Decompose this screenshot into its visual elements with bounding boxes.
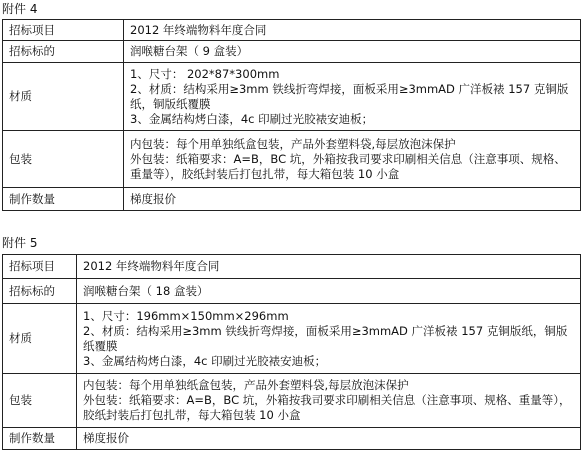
table-row-target <box>3 279 581 304</box>
label-material: 材质 <box>3 304 77 374</box>
value-line: 3、金属结构烤白漆，4c 印刷过光胶裱安迪板； <box>130 111 374 126</box>
value-target <box>124 41 581 63</box>
value-line: 润喉糖台架（ 18 盒装） <box>83 283 209 298</box>
attachment-5-table <box>2 254 581 450</box>
value-line: 1、尺寸：196mm×150mm×296mm <box>83 308 289 323</box>
value-line: 内包装：每个用单独纸盒包装，产品外套塑料袋,每层放泡沫保护 <box>83 378 409 392</box>
table-row-quantity <box>3 188 581 211</box>
value-line: 2、材质：结构采用≥3mm 铁线折弯焊接，面板采用≥3mmAD 广洋板裱 157 克铜版纸，铜版纸覆膜 <box>83 323 568 353</box>
value-line: 2012 年终端物料年度合同 <box>83 259 220 273</box>
value-project <box>124 20 581 41</box>
value-line: 梯度报价 <box>130 191 176 206</box>
label-target: 招标标的 <box>3 41 124 63</box>
value-line: 1、尺寸： 202*87*300mm <box>130 66 280 81</box>
value-line: 2、材质：结构采用≥3mm 铁线折弯焊接，面板采用≥3mmAD 广洋板裱 157 克铜版纸，铜版纸覆膜 <box>130 81 569 111</box>
attachment-5-heading: 附件 5 <box>2 236 38 250</box>
label-packaging: 包装 <box>3 374 77 428</box>
value-material <box>77 304 581 374</box>
label-quantity: 制作数量 <box>3 428 77 450</box>
table-row-packaging <box>3 374 581 428</box>
value-project <box>77 255 581 279</box>
value-line: 外包装：纸箱要求：A=B，BC 坑，外箱按我司要求印刷相关信息（注意事项、规格、重量等），胶纸封装后打包扎带，每大箱包装 10 小盒 <box>83 393 571 422</box>
table-row-packaging <box>3 131 581 188</box>
value-target <box>77 279 581 304</box>
attachment-4-table <box>2 19 581 211</box>
label-packaging: 包装 <box>3 131 124 188</box>
value-line: 梯度报价 <box>83 431 129 445</box>
table-row-target <box>3 41 581 63</box>
value-quantity <box>124 188 581 211</box>
label-project: 招标项目 <box>3 255 77 279</box>
value-line: 内包装：每个用单独纸盒包装，产品外套塑料袋,每层放泡沫保护 <box>130 136 456 151</box>
attachment-4-heading: 附件 4 <box>2 2 38 16</box>
value-line: 外包装：纸箱要求：A=B，BC 坑，外箱按我司要求印刷相关信息（注意事项、规格、重量等），胶纸封装后打包扎带，每大箱包装 10 小盒 <box>130 151 566 181</box>
value-line: 2012 年终端物料年度合同 <box>130 22 267 37</box>
label-material: 材质 <box>3 63 124 131</box>
value-material <box>124 63 581 131</box>
value-line: 润喉糖台架（ 9 盒装） <box>130 44 249 58</box>
table-row-quantity <box>3 428 581 450</box>
label-project: 招标项目 <box>3 20 124 41</box>
value-packaging <box>77 374 581 428</box>
table-row-project <box>3 20 581 41</box>
label-quantity: 制作数量 <box>3 188 124 211</box>
value-packaging <box>124 131 581 188</box>
label-target: 招标标的 <box>3 279 77 304</box>
value-line: 3、金属结构烤白漆，4c 印刷过光胶裱安迪板； <box>83 353 327 368</box>
table-row-material <box>3 304 581 374</box>
table-row-material <box>3 63 581 131</box>
value-quantity <box>77 428 581 450</box>
table-row-project <box>3 255 581 279</box>
